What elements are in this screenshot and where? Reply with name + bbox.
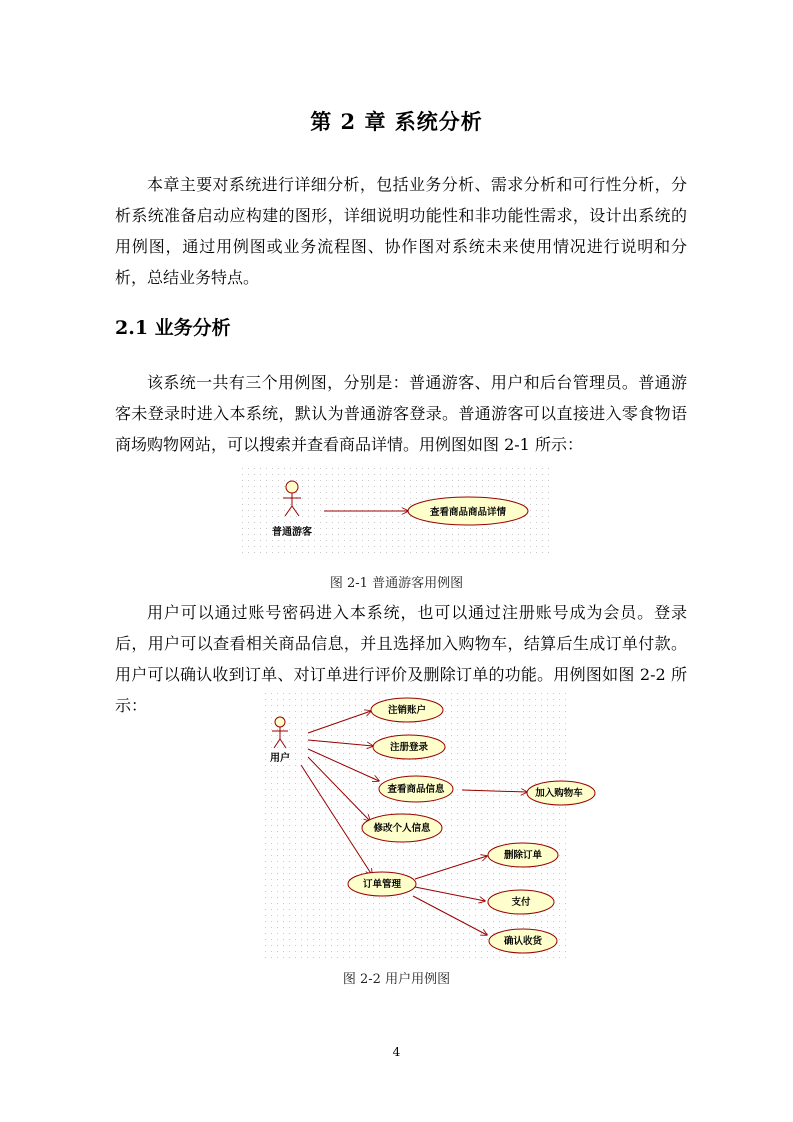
use-case-delete-order: 删除订单 [503,850,543,861]
use-case-register: 注册登录 [389,742,429,753]
section-paragraph-2: 用户可以通过账号密码进入本系统，也可以通过注册账号成为会员。登录后，用户可以查看相关商品信息，并且选择加入购物车，结算后生成订单付款。用户可以确认收到订单、对订单进行评价及删除订单的功能。用例图如图 2-2 所示： [115,603,687,715]
figure-2-1-diagram [242,468,554,553]
use-case-view-goods: 查看商品信息 [387,784,445,795]
actor-label: 用户 [270,753,290,764]
use-case-label: 查看商品商品详情 [429,507,507,518]
use-case-order-manage: 订单管理 [362,879,402,890]
use-case-edit-profile: 修改个人信息 [373,823,431,834]
use-case-add-cart: 加入购物车 [535,788,583,799]
figure-2-2-caption: 图 2-2 用户用例图 [342,972,451,987]
figure-2-1-caption: 图 2-1 普通游客用例图 [329,576,464,591]
figure-2-2-diagram [265,693,583,958]
use-case-logout: 注销账户 [387,705,427,716]
intro-paragraph: 本章主要对系统进行详细分析，包括业务分析、需求分析和可行性分析，分析系统准备启动应构建的图形，详细说明功能性和非功能性需求，设计出系统的用例图，通过用例图或业务流程图、协作图对系统未来使用情况进行说明和分析，总结业务特点。 [115,175,687,287]
section-paragraph-1: 该系统一共有三个用例图，分别是：普通游客、用户和后台管理员。普通游客未登录时进入本系统，默认为普通游客登录。普通游客可以直接进入零食物语商场购物网站，可以搜索并查看商品详情。用例图如图 2-1 所示： [115,373,687,454]
use-case-pay: 支付 [511,897,531,908]
actor-label: 普通游客 [272,527,312,538]
use-case-confirm-receipt: 确认收货 [503,936,543,947]
page-number: 4 [392,1045,401,1059]
chapter-title: 第 2 章 系统分析 [310,109,483,134]
section-title: 2.1 业务分析 [115,317,231,339]
